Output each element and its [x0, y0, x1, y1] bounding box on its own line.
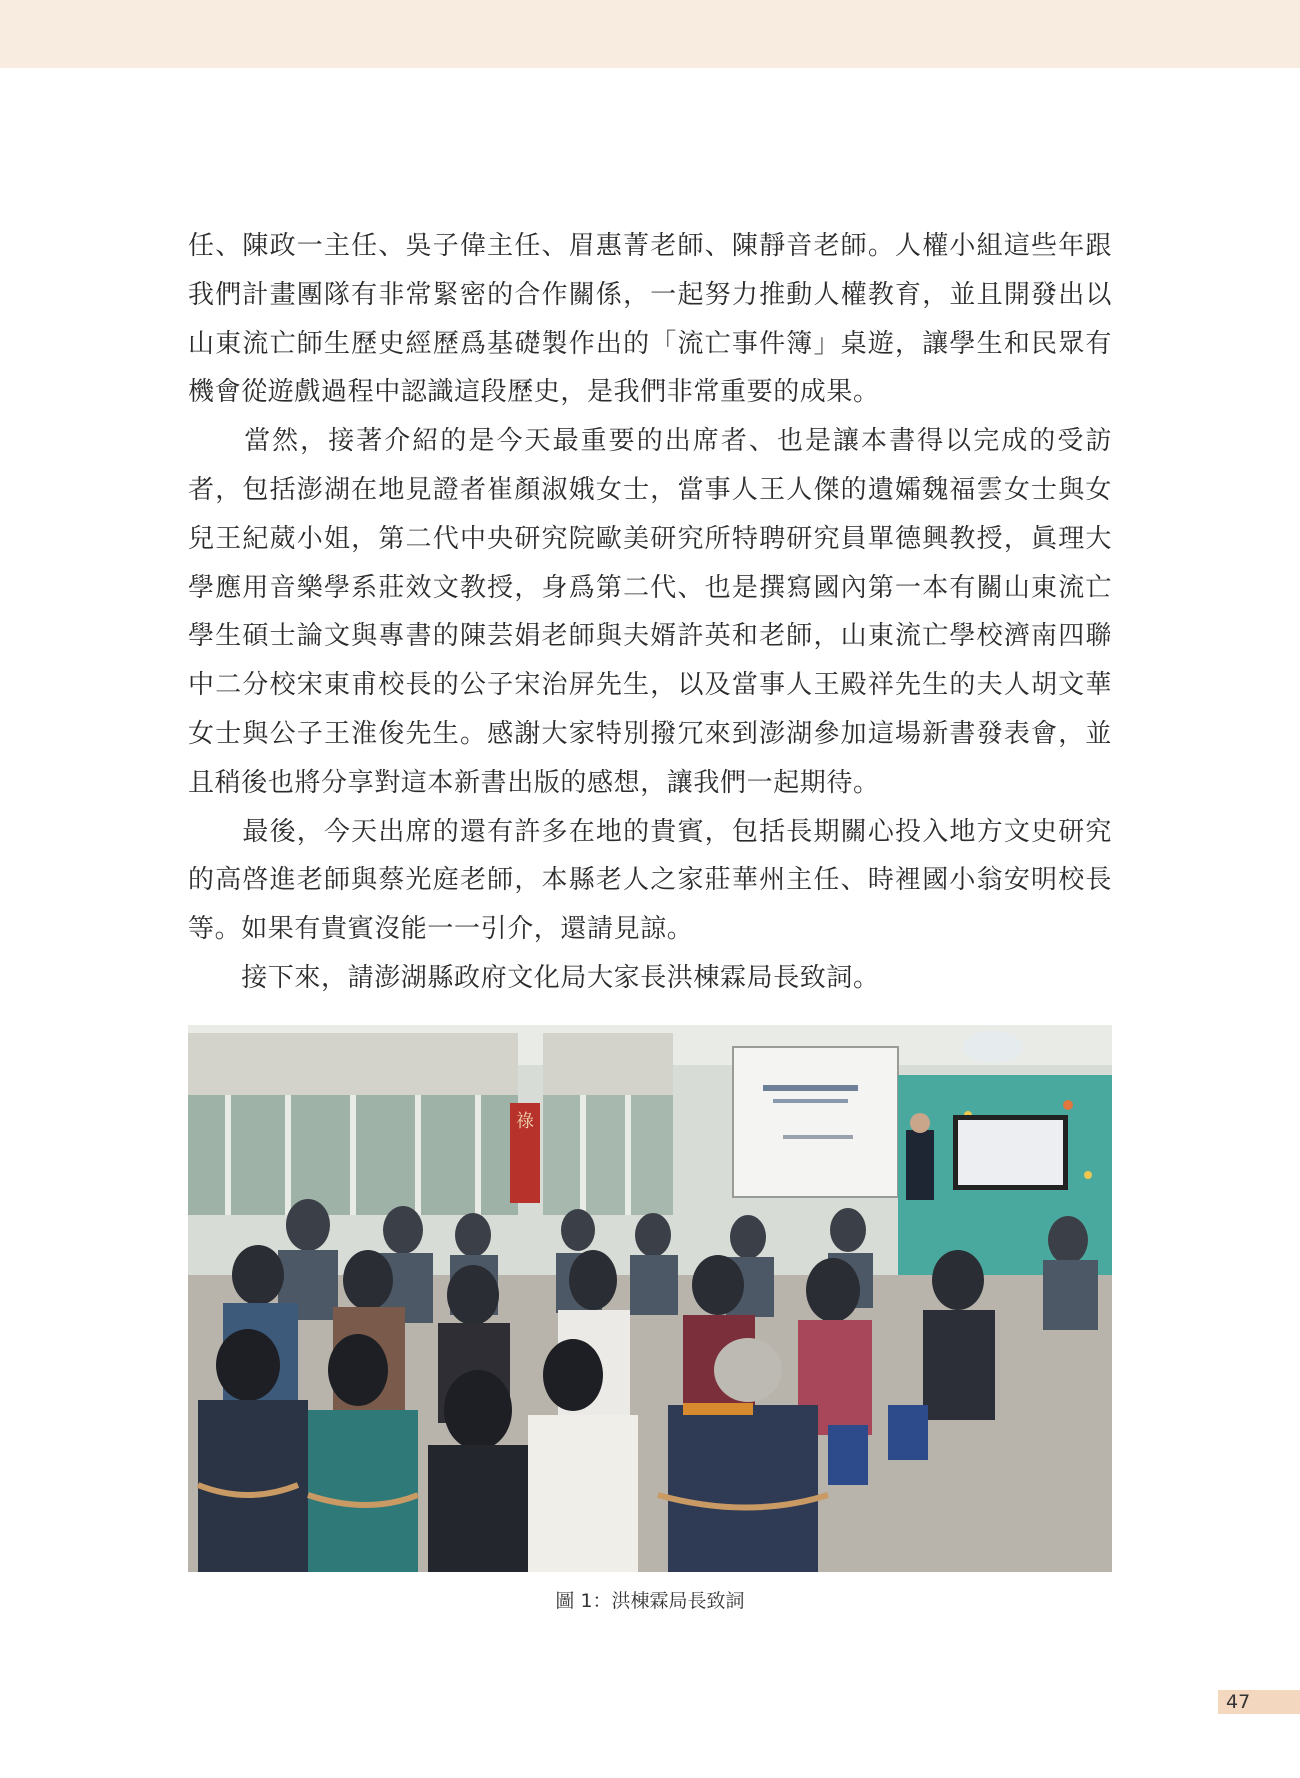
- text-line: 中二分校宋東甫校長的公子宋治屏先生，以及當事人王殿祥先生的夫人胡文華: [188, 670, 1112, 701]
- text-line: 學應用音樂學系莊效文教授，身爲第二代、也是撰寫國內第一本有關山東流亡: [188, 572, 1112, 603]
- text-line: 任、陳政一主任、吳子偉主任、眉惠菁老師、陳靜音老師。人權小組這些年跟: [188, 231, 1112, 261]
- text-line: 等。如果有貴賓沒能一一引介，還請見諒。: [188, 914, 694, 945]
- text-line: 者，包括澎湖在地見證者崔顏淑娥女士，當事人王人傑的遺孀魏福雲女士與女: [188, 474, 1112, 505]
- photo-caption: 圖 1：洪棟霖局長致詞: [555, 1590, 745, 1612]
- text-line: 當然，接著介紹的是今天最重要的出席者、也是讓本書得以完成的受訪: [188, 426, 1112, 457]
- text-line: 女士與公子王淮俊先生。感謝大家特別撥冗來到澎湖參加這場新書發表會，並: [188, 718, 1112, 749]
- text-line: 我們計畫團隊有非常緊密的合作關係，一起努力推動人權教育，並且開發出以: [188, 279, 1112, 310]
- text-line: 的高啓進老師與蔡光庭老師，本縣老人之家莊華州主任、時裡國小翁安明校長: [188, 865, 1112, 896]
- text-line: 且稍後也將分享對這本新書出版的感想，讓我們一起期待。: [188, 767, 880, 798]
- event-photo: [188, 1025, 1112, 1572]
- body-text: [188, 222, 1112, 1003]
- text-line: 機會從遊戲過程中認識這段歷史，是我們非常重要的成果。: [188, 377, 880, 408]
- text-line: 最後，今天出席的還有許多在地的貴賓，包括長期關心投入地方文史研究: [188, 816, 1112, 847]
- text-line: 接下來，請澎湖縣政府文化局大家長洪棟霖局長致詞。: [188, 962, 880, 993]
- text-line: 山東流亡師生歷史經歷爲基礎製作出的「流亡事件簿」桌遊，讓學生和民眾有: [188, 328, 1112, 359]
- header-band: [0, 0, 1300, 68]
- event-photo-illustration: [188, 1025, 1112, 1572]
- text-line: 學生碩士論文與專書的陳芸娟老師與夫婿許英和老師，山東流亡學校濟南四聯: [188, 621, 1112, 652]
- text-line: 兒王紀葳小姐，第二代中央研究院歐美研究所特聘研究員單德興教授，眞理大: [188, 523, 1112, 554]
- page-number: 47: [1226, 1691, 1251, 1713]
- photo-banner-character: 祿: [516, 1111, 534, 1132]
